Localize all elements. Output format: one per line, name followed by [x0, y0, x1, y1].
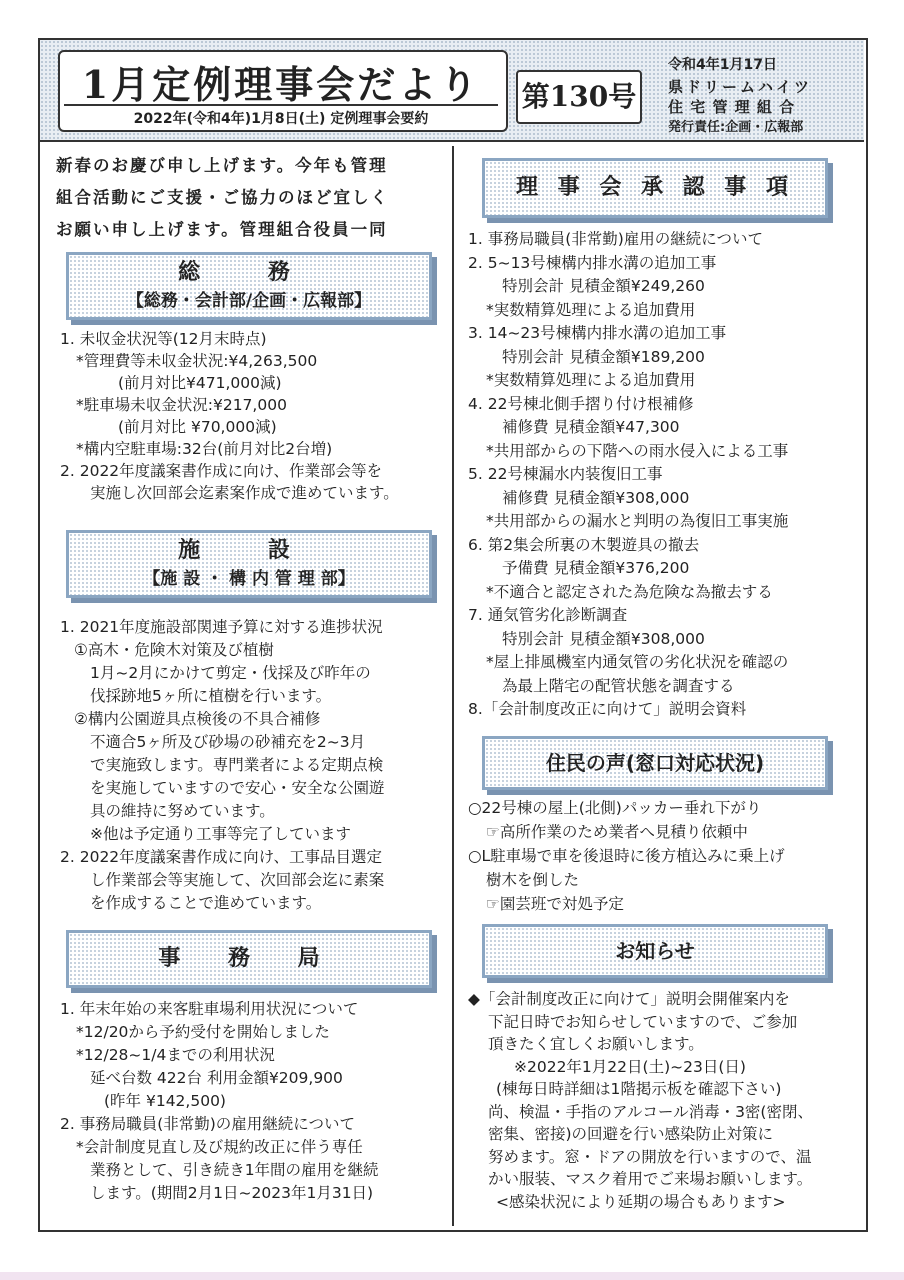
greeting-line: お願い申し上げます。管理組合役員一同	[56, 220, 388, 239]
text-line: <感染状況により延期の場合もあります>	[496, 1192, 786, 1211]
text-line: *共用部からの漏水と判明の為復旧工事実施	[486, 512, 789, 530]
text-line: 為最上階宅の配管状態を調査する	[502, 676, 735, 695]
text-line: 1. 未収金状況等(12月末時点)	[60, 330, 267, 348]
text-line: (前月対比¥471,000減)	[118, 374, 282, 392]
text-line: *会計制度見直し及び規約改正に伴う専任	[76, 1138, 363, 1156]
shisetsu-body	[60, 616, 450, 915]
text-line: 2. 事務局職員(非常勤)の雇用継続について	[60, 1115, 356, 1133]
section-title: 事 務 局	[158, 946, 340, 971]
text-line: 8.「会計制度改正に向けて」説明会資料	[468, 700, 747, 718]
text-line: 2. 2022年度議案書作成に向け、工事品目選定	[60, 848, 383, 866]
section-banner-koe	[482, 736, 828, 790]
text-line: (昨年 ¥142,500)	[104, 1092, 226, 1110]
text-line: 樹木を倒した	[486, 871, 580, 889]
section-title: 総 務	[178, 260, 320, 285]
text-line: (前月対比 ¥70,000減)	[118, 418, 277, 436]
text-line: 2. 5~13号棟構内排水溝の追加工事	[468, 253, 717, 272]
text-line: 1. 年末年始の来客駐車場利用状況について	[60, 1000, 359, 1018]
section-banner-shounin	[482, 158, 828, 218]
issue-number: 第130号	[516, 70, 642, 124]
column-divider	[452, 146, 454, 1226]
text-line: 1. 2021年度施設部関連予算に対する進捗状況	[60, 618, 383, 636]
text-line: 伐採跡地5ヶ所に植樹を行います。	[90, 687, 332, 705]
text-line: *実数精算処理による追加費用	[486, 300, 696, 319]
text-line: 3. 14~23号棟構内排水溝の追加工事	[468, 324, 727, 342]
text-line: 努めます。窓・ドアの開放を行いますので、温	[488, 1147, 812, 1166]
text-line: 6. 第2集会所裏の木製遊具の撤去	[468, 535, 700, 554]
text-line: 具の維持に努めています。	[90, 802, 275, 820]
text-line: 不適合5ヶ所及び砂場の砂補充を2~3月	[90, 733, 366, 751]
text-line: *12/28~1/4までの利用状況	[76, 1046, 275, 1064]
section-banner-shisetsu	[66, 530, 432, 598]
meeting-subtitle: 2022年(令和4年)1月8日(土) 定例理事会要約	[133, 111, 429, 127]
greeting-line: 新春のお慶び申し上げます。今年も管理	[56, 156, 388, 175]
text-line: ◆「会計制度改正に向けて」説明会開催案内を	[468, 990, 790, 1008]
text-line: *屋上排風機室内通気管の劣化状況を確認の	[486, 653, 789, 671]
text-line: *12/20から予約受付を開始しました	[76, 1023, 330, 1041]
text-line: 尚、検温・手指のアルコール消毒・3密(密閉、	[488, 1102, 813, 1121]
text-line: *構内空駐車場:32台(前月対比2台増)	[76, 440, 333, 458]
greeting	[56, 150, 389, 246]
text-line: を実施していますので安心・安全な公園遊	[90, 779, 385, 797]
text-line: 1月~2月にかけて剪定・伐採及び昨年の	[90, 664, 371, 682]
text-line: します。(期間2月1日~2023年1月31日)	[90, 1184, 374, 1202]
text-line: 特別会計 見積金額¥189,200	[502, 347, 705, 366]
org-name: 県ドリームハイツ	[668, 78, 813, 96]
text-line: 特別会計 見積金額¥308,000	[502, 629, 705, 648]
shounin-body	[468, 228, 858, 722]
soumu-body	[60, 328, 450, 504]
section-banner-oshirase	[482, 924, 828, 978]
text-line: 補修費 見積金額¥47,300	[502, 418, 680, 436]
page-title: 1月定例理事会だより	[81, 62, 481, 107]
text-line: ※他は予定通り工事等完了しています	[90, 825, 351, 843]
text-line: ○22号棟の屋上(北側)パッカー垂れ下がり	[468, 799, 762, 817]
koe-body	[468, 796, 858, 916]
section-subtitle: 【総務・会計部/企画・広報部】	[126, 291, 372, 311]
text-line: ②構内公園遊具点検後の不具合補修	[74, 710, 321, 728]
jimukyoku-body	[60, 998, 450, 1205]
text-line: (棟毎日時詳細は1階掲示板を確認下さい)	[496, 1080, 782, 1098]
greeting-line: 組合活動にご支援・ご協力のほど宜しく	[56, 188, 389, 207]
text-line: を作成することで進めています。	[90, 894, 322, 912]
text-line: ☞高所作業のため業者へ見積り依頼中	[486, 823, 748, 841]
section-title: 住民の声(窓口対応状況)	[545, 751, 765, 775]
section-banner-jimukyoku	[66, 930, 432, 988]
text-line: 7. 通気管劣化診断調査	[468, 606, 628, 624]
text-line: 実施し次回部会迄素案作成で進めています。	[90, 484, 399, 502]
oshirase-body	[468, 988, 858, 1213]
text-line: し作業部会等実施して、次回部会迄に素案	[90, 871, 385, 889]
text-line: *実数精算処理による追加費用	[486, 371, 696, 389]
text-line: 密集、密接)の回避を行い感染防止対策に	[488, 1125, 774, 1143]
text-line: かい服装、マスク着用でご来場お願いします。	[488, 1170, 813, 1188]
text-line: ○L駐車場で車を後退時に後方植込みに乗上げ	[468, 847, 785, 865]
text-line: 1. 事務局職員(非常勤)雇用の継続について	[468, 230, 764, 248]
text-line: 頂きたく宜しくお願いします。	[488, 1035, 704, 1053]
section-title: 施 設	[178, 538, 320, 563]
text-line: 予備費 見積金額¥376,200	[502, 559, 690, 577]
text-line: 5. 22号棟漏水内装復旧工事	[468, 465, 663, 483]
section-title: 理 事 会 承 認 事 項	[516, 175, 794, 200]
text-line: *管理費等未収金状況:¥4,263,500	[76, 352, 318, 370]
text-line: *共用部からの下階への雨水侵入による工事	[486, 441, 789, 460]
text-line: 特別会計 見積金額¥249,260	[502, 277, 705, 295]
org-name-2: 住 宅 管 理 組 合	[668, 98, 796, 116]
text-line: 4. 22号棟北側手摺り付け根補修	[468, 394, 694, 413]
page-bottom-strip	[0, 1272, 904, 1280]
section-banner-soumu	[66, 252, 432, 320]
text-line: 下記日時でお知らせしていますので、ご参加	[488, 1012, 798, 1031]
text-line: ※2022年1月22日(土)~23日(日)	[514, 1057, 746, 1076]
text-line: 業務として、引き続き1年間の雇用を継続	[90, 1161, 379, 1179]
text-line: 2. 2022年度議案書作成に向け、作業部会等を	[60, 462, 383, 480]
text-line: *不適合と認定された為危険な為撤去する	[486, 582, 773, 601]
title-divider	[64, 104, 498, 106]
text-line: ①高木・危険木対策及び植樹	[74, 641, 274, 659]
publisher: 発行責任:企画・広報部	[668, 120, 804, 135]
issue-date: 令和4年1月17日	[668, 57, 777, 73]
text-line: 延べ台数 422台 利用金額¥209,900	[90, 1069, 343, 1087]
text-line: ☞園芸班で対処予定	[486, 895, 624, 913]
text-line: 補修費 見積金額¥308,000	[502, 488, 690, 507]
text-line: *駐車場未収金状況:¥217,000	[76, 396, 287, 414]
section-subtitle: 【施 設 ・ 構 内 管 理 部】	[143, 569, 355, 589]
text-line: で実施致します。専門業者による定期点検	[90, 756, 384, 774]
section-title: お知らせ	[615, 939, 695, 963]
